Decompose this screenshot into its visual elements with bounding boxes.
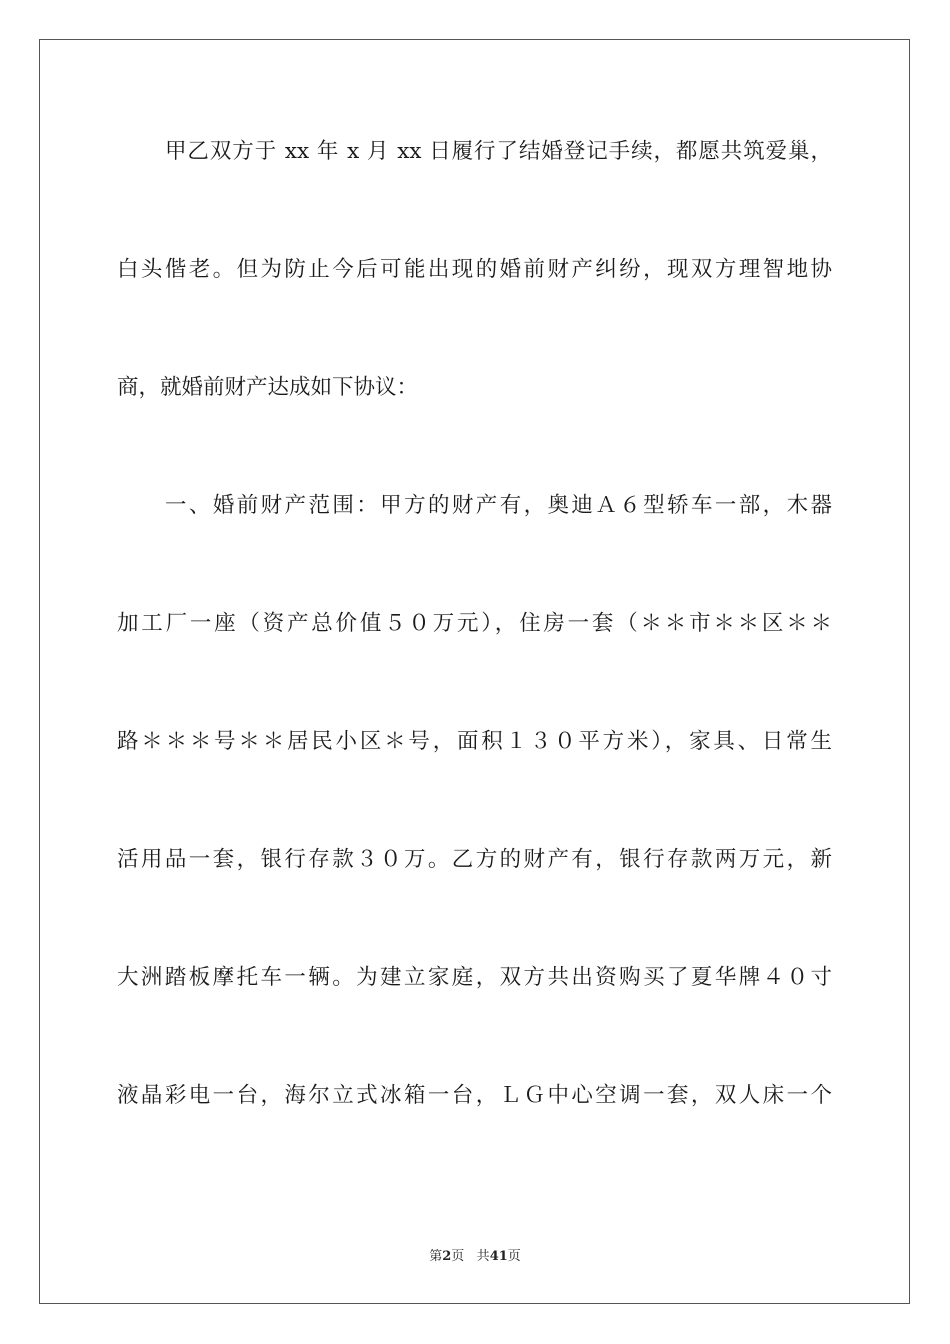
text-line <box>117 836 832 954</box>
text-line <box>117 482 832 600</box>
footer-total-suffix: 页 <box>507 1249 521 1264</box>
text-line <box>117 954 832 1072</box>
line-text: 加工厂一座（资产总价值５０万元），住房一套（＊＊市＊＊区＊＊ <box>117 611 832 636</box>
footer-prefix: 第 <box>429 1249 443 1264</box>
current-page-number: 2 <box>442 1249 452 1264</box>
line-text: 甲乙双方于 xx 年 x 月 xx 日履行了结婚登记手续，都愿共筑爱巢， <box>165 139 832 164</box>
line-text: 液晶彩电一台，海尔立式冰箱一台，ＬＧ中心空调一套，双人床一个 <box>117 1083 832 1108</box>
text-line <box>117 364 832 482</box>
text-line <box>117 600 832 718</box>
footer-total-prefix: 共 <box>476 1249 490 1264</box>
text-line <box>117 246 832 364</box>
line-text: 商，就婚前财产达成如下协议： <box>117 375 419 400</box>
line-text: 一、婚前财产范围：甲方的财产有，奥迪Ａ６型轿车一部，木器 <box>165 493 832 518</box>
document-body <box>117 128 832 1190</box>
line-text: 路＊＊＊号＊＊居民小区＊号，面积１３０平方米），家具、日常生 <box>117 729 832 754</box>
total-pages-number: 41 <box>489 1249 508 1264</box>
text-line <box>117 1072 832 1190</box>
line-text: 活用品一套，银行存款３０万。乙方的财产有，银行存款两万元，新 <box>117 847 832 872</box>
line-text: 白头偕老。但为防止今后可能出现的婚前财产纠纷，现双方理智地协 <box>117 257 832 282</box>
line-text: 大洲踏板摩托车一辆。为建立家庭，双方共出资购买了夏华牌４０寸 <box>117 965 832 990</box>
footer-page-suffix: 页 <box>451 1249 465 1264</box>
page-footer <box>0 1245 950 1264</box>
text-line <box>117 718 832 836</box>
text-line <box>117 128 832 246</box>
